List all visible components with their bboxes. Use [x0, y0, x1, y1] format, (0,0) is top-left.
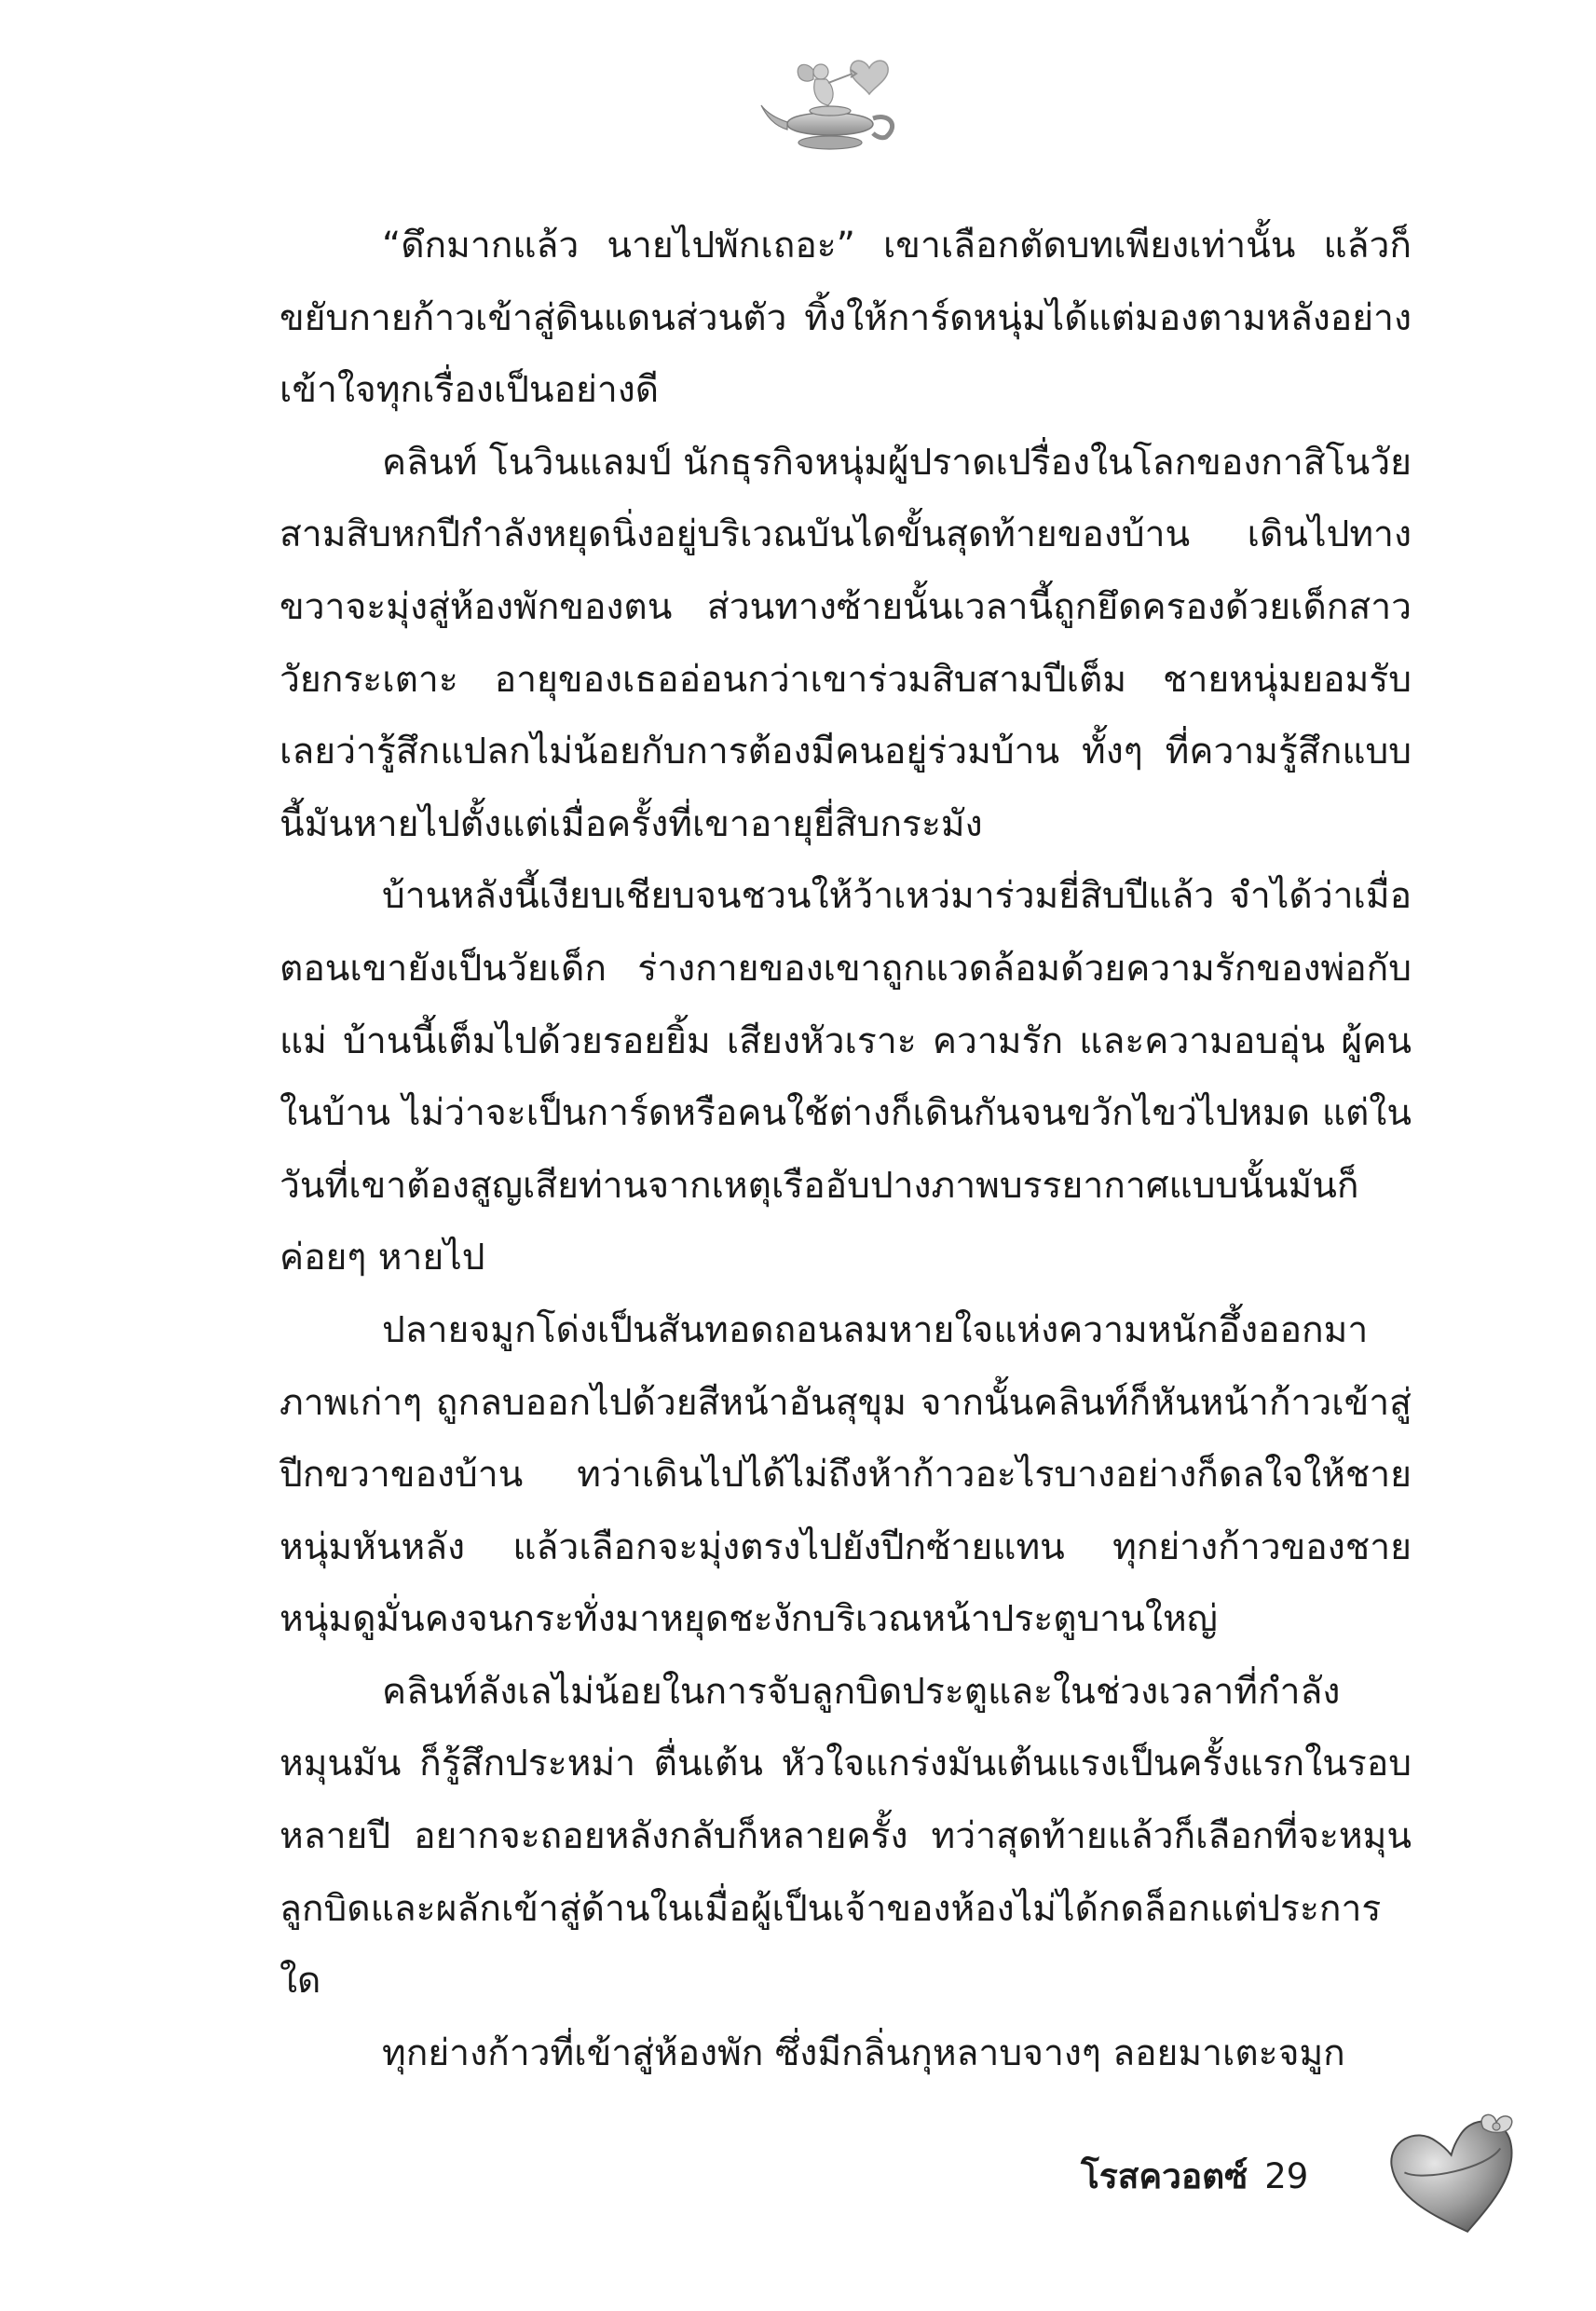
cupid-teapot-icon [759, 51, 908, 158]
page-footer [1081, 2148, 1308, 2204]
paragraph-4: ปลายจมูกโด่งเป็นสันทอดถอนลมหายใจแห่งความหนักอึ้งออกมาภาพเก่าๆ ถูกลบออกไปด้วยสีหน้าอันสุขุม จากนั้นคลินท์ก็หันหน้าก้าวเข้าสู่ปีกขวาของบ้าน ทว่าเดินไปได้ไม่ถึงห้าก้าวอะไรบางอย่างก็ดลใจให้ชายหนุ่มหันหลัง แล้วเลือกจะมุ่งตรงไปยังปีกซ้ายแทน ทุกย่างก้าวของชายหนุ่มดูมั่นคงจนกระทั่งมาหยุดชะงักบริเวณหน้าประตูบานใหญ่ [280, 1308, 1412, 1641]
paragraph-2: คลินท์ โนวินแลมป์ นักธุรกิจหนุ่มผู้ปราดเปรื่องในโลกของกาสิโนวัยสามสิบหกปีกำลังหยุดนิ่งอยู่บริเวณบันไดขั้นสุดท้ายของบ้าน เดินไปทางขวาจะมุ่งสู่ห้องพักของตน ส่วนทางซ้ายนั้นเวลานี้ถูกยึดครองด้วยเด็กสาววัยกระเตาะ อายุของเธออ่อนกว่าเขาร่วมสิบสามปีเต็ม ชายหนุ่มยอมรับเลยว่ารู้สึกแปลกไม่น้อยกับการต้องมีคนอยู่ร่วมบ้าน ทั้งๆ ที่ความรู้สึกแบบนี้มันหายไปตั้งแต่เมื่อครั้งที่เขาอายุยี่สิบกระมัง [280, 441, 1412, 845]
paragraph-1: “ดึกมากแล้ว นายไปพักเถอะ” เขาเลือกตัดบทเพียงเท่านั้น แล้วก็ขยับกายก้าวเข้าสู่ดินแดนส่วนตัว ทิ้งให้การ์ดหนุ่มได้แต่มองตามหลังอย่างเข้าใจทุกเรื่องเป็นอย่างดี [280, 225, 1412, 412]
heart-gift-box-icon [1386, 2104, 1526, 2244]
paragraph-3: บ้านหลังนี้เงียบเชียบจนชวนให้ว้าเหว่มาร่วมยี่สิบปีแล้ว จำได้ว่าเมื่อตอนเขายังเป็นวัยเด็ก ร่างกายของเขาถูกแวดล้อมด้วยความรักของพ่อกับแม่ บ้านนี้เต็มไปด้วยรอยยิ้ม เสียงหัวเราะ ความรัก และความอบอุ่น ผู้คนในบ้าน ไม่ว่าจะเป็นการ์ดหรือคนใช้ต่างก็เดินกันจนขวักไขว่ไปหมด แต่ในวันที่เขาต้องสูญเสียท่านจากเหตุเรืออับปางภาพบรรยากาศแบบนั้นมันก็ค่อยๆ หายไป [280, 875, 1412, 1279]
body-text [280, 210, 1412, 2129]
paragraph-6: ทุกย่างก้าวที่เข้าสู่ห้องพัก ซึ่งมีกลิ่นกุหลาบจางๆ ลอยมาเตะจมูก [382, 2031, 1345, 2074]
page-number: 29 [1264, 2155, 1309, 2196]
paragraph-5: คลินท์ลังเลไม่น้อยในการจับลูกบิดประตูและในช่วงเวลาที่กำลังหมุนมัน ก็รู้สึกประหม่า ตื่นเต้น หัวใจแกร่งมันเต้นแรงเป็นครั้งแรกในรอบหลายปี อยากจะถอยหลังกลับก็หลายครั้ง ทว่าสุดท้ายแล้วก็เลือกที่จะหมุนลูกบิดและผลักเข้าสู่ด้านในเมื่อผู้เป็นเจ้าของห้องไม่ได้กดล็อกแต่ประการใด [280, 1670, 1412, 2003]
book-title: โรสควอตซ์ [1081, 2155, 1248, 2196]
